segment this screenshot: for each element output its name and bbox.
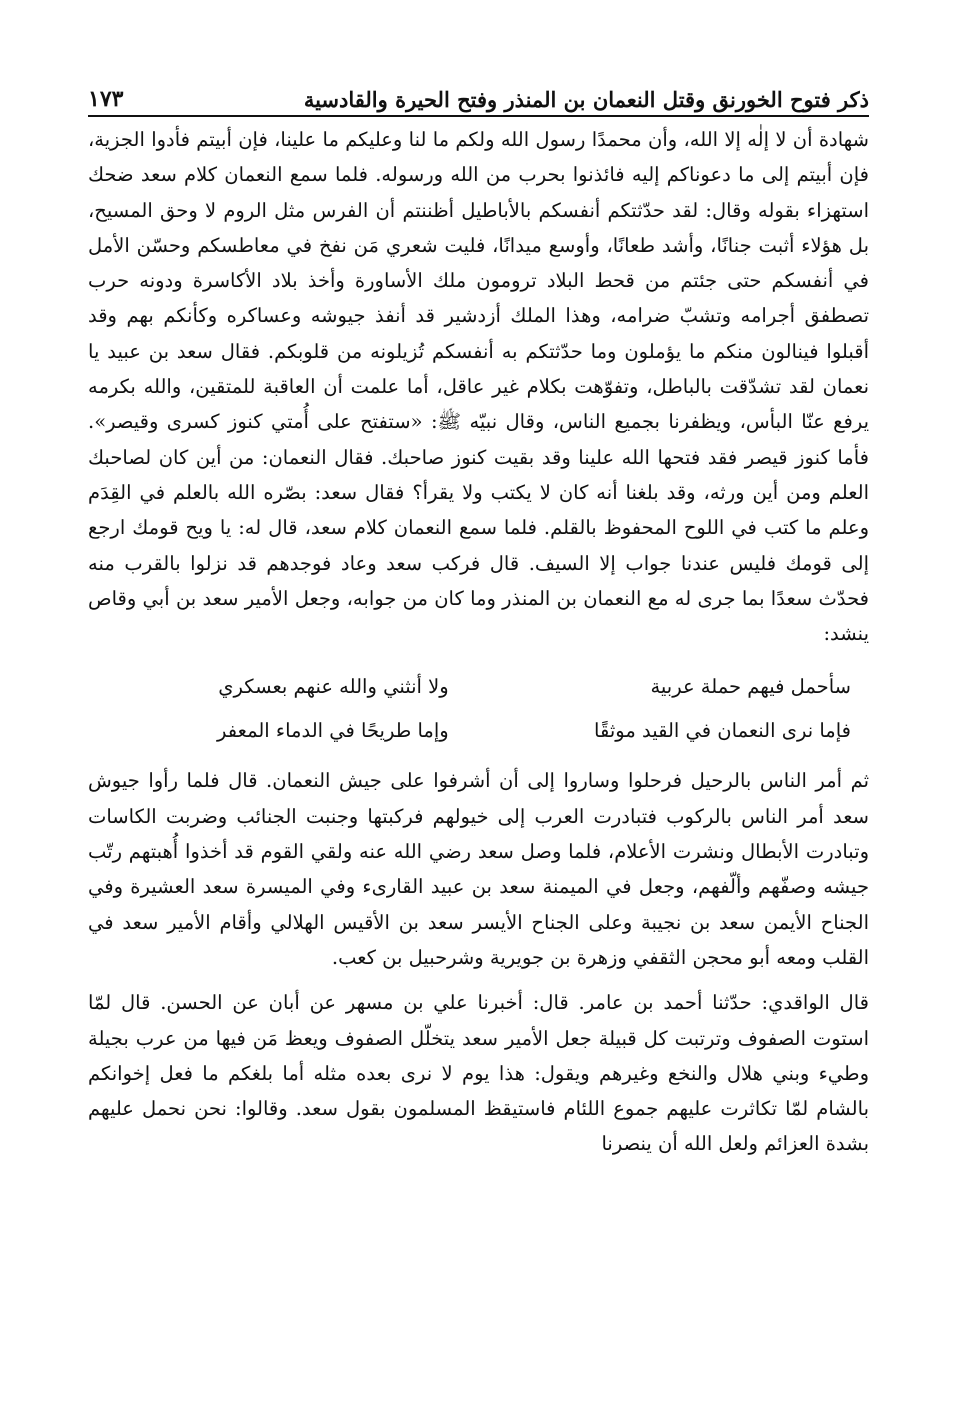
running-header xyxy=(88,72,869,112)
poem-hemistich-second: وإما طريحًا في الدماء المعفر xyxy=(217,719,449,743)
paragraph: ثم أمر الناس بالرحيل فرحلوا وساروا إلى أن أشرفوا على جيش النعمان. قال فلما رأوا جيوش سعد أمر الناس بالركوب فتبادرت العرب إلى خيولهم فركبتها وجنبت الجنائب وضربت الكاسات وتبادرت الأبطال ونشرت الأعلام، فلما وصل سعد رضي الله عنه ولقي القوم قد أخذوا أُهبتهم رتّب جيشه وصفّهم وألّفهم، وجعل في الميمنة سعد بن عبيد القارىء وفي الميسرة سعد العشيرة وفي الجناح الأيمن سعد بن نجيبة وعلى الجناح الأيسر سعد بن الأقيس الهلالي وأقام الأمير سعد في القلب ومعه أبو محجن الثقفي وزهرة بن جويرية وشرحبيل بن كعب. xyxy=(88,769,869,969)
paragraph: قال الواقدي: حدّثنا أحمد بن عامر. قال: أخبرنا علي بن مسهر عن أبان عن الحسن. قال لمّا استوت الصفوف وترتبت كل قبيلة جعل الأمير سعد يتخلّل الصفوف ويعظ مَن فيها من عرب بجيلة وطيء وبني هلال والنخع وغيرهم ويقول: هذا يوم لا نرى بعده مثله أما بلغكم ما فعل إخوانكم بالشام لمّا تكاثرت عليهم جموع اللئام فاستيقظ المسلمون بقول سعد. وقالوا: نحن نحمل عليهم بشدة العزائم ولعل الله أن ينصرنا xyxy=(88,991,869,1156)
poem-hemistich-first: سأحمل فيهم حملة عربية xyxy=(650,675,851,699)
poem-verse xyxy=(106,709,851,753)
poem-hemistich-second: ولا أنثني والله عنهم بعسكري xyxy=(218,675,449,699)
poem xyxy=(88,665,869,753)
poem-verse xyxy=(106,665,851,709)
page-body xyxy=(88,122,869,1162)
paragraph: شهادة أن لا إلٰه إلا الله، وأن محمدًا رسول الله ولكم ما لنا وعليكم ما علينا، فإن أبيتم فأدوا الجزية، فإن أبيتم إلى ما دعوناكم إليه فائذنوا بحرب من الله ورسوله. فلما سمع النعمان كلام سعد ضحك استهزاء بقوله وقال: لقد حدّثتكم أنفسكم بالأباطيل أظننتم أن الفرس مثل الروم لا وحق المسيح، بل هؤلاء أثبت جنانًا، وأشد طعانًا، وأوسع ميدانًا، فليت شعري مَن نفخ في معاطسكم وحسّن الأمل في أنفسكم حتى جئتم من قحط البلاد ترومون ملك الأساورة وأخذ بلاد الأكاسرة ودونه حرب تصطفق أجرامه وتشبّ ضرامه، وهذا الملك أزدشير قد أنفذ جيوشه وعساكره وكأنكم بهم وقد أقبلوا فينالون منكم ما يؤملون وما حدّثتكم به أنفسكم تُزيلونه من قلوبكم. فقال سعد بن عبيد يا نعمان لقد تشدّقت بالباطل، وتفوّهت بكلام غير عاقل، أما علمت أن العاقبة للمتقين، والله بكرمه يرفع عنّا البأس، ويظفرنا بجميع الناس، وقال نبيّه ﷺ: «ستفتح على أُمتي كنوز كسرى وقيصر». فأما كنوز قيصر فقد فتحها الله علينا وقد بقيت كنوز صاحبك. فقال النعمان: من أين كان لصاحبك العلم ومن أين ورثه، وقد بلغنا أنه كان لا يكتب ولا يقرأ؟ فقال سعد: بصّره الله بالعلم في القِدَم وعلم ما كتب في اللوح المحفوظ بالقلم. فلما سمع النعمان كلام سعد، قال له: يا ويح قومك ارجع إلى قومك فليس عندنا جواب إلا السيف. قال فركب سعد وعاد فوجدهم قد نزلوا بالقرب منه فحدّث سعدًا بما جرى له مع النعمان بن المنذر وما كان من جوابه، وجعل الأمير سعد بن أبي وقاص ينشد: xyxy=(88,128,869,646)
chapter-title: ذكر فتوح الخورنق وقتل النعمان بن المنذر وفتح الحيرة والقادسية xyxy=(303,87,869,112)
poem-hemistich-first: فإما نرى النعمان في القيد موثقًا xyxy=(594,719,851,743)
page-number: ١٧٣ xyxy=(88,86,124,112)
header-rule xyxy=(88,115,869,117)
